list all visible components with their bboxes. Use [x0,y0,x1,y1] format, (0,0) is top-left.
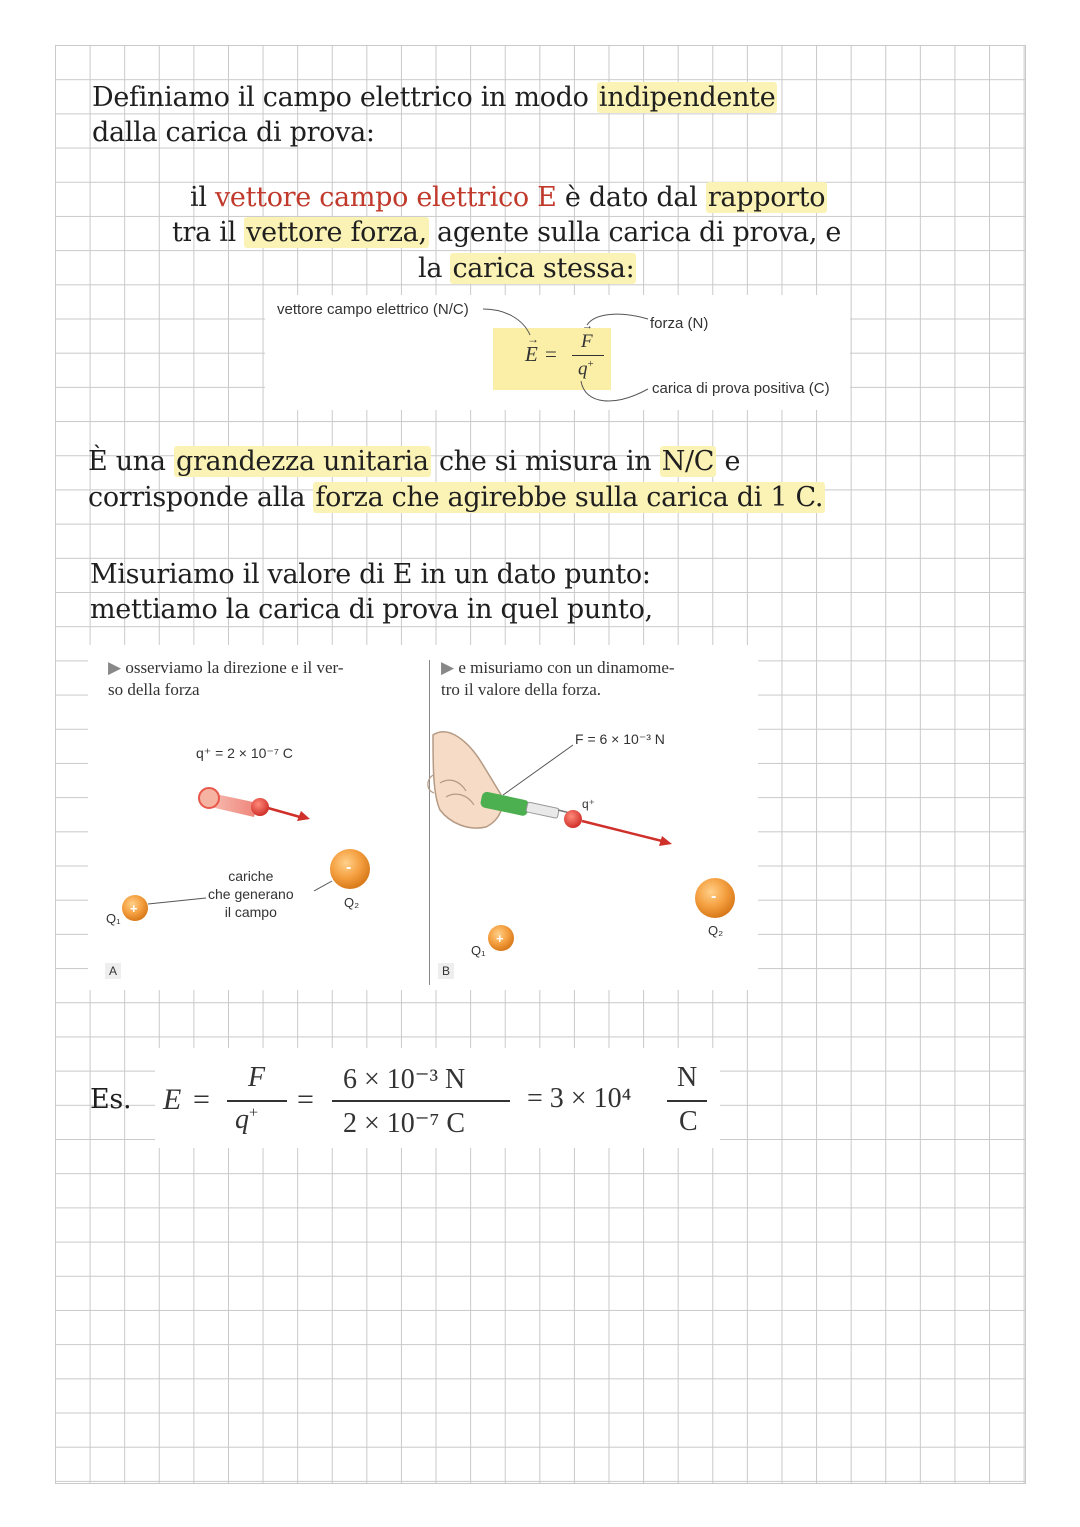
label-force-unit: forza (N) [650,315,709,332]
example-E: E [163,1083,182,1116]
force-value: F = 6 × 10⁻³ N [575,731,665,747]
field-sources-label [208,867,294,921]
panel-a-tag: A [105,963,121,979]
example-denominator: 2 × 10⁻⁷ C [343,1108,466,1139]
test-charge-motion [199,788,310,821]
term-vettore-campo: vettore campo elettrico E [214,182,557,213]
highlight-nc: N/C [661,446,715,477]
sources-line1: cariche [228,868,274,884]
vector-arrow-E: → [527,332,539,346]
q2-sign-a: - [346,859,352,876]
def-text: la [418,253,443,284]
formula-F: F [581,331,593,352]
caption-bullet-icon: ▶ [441,658,455,677]
q1-sign-a: + [130,901,138,916]
highlight-forza-1c: forza che agirebbe sulla carica di 1 C. [315,482,824,513]
definition-line-2 [172,215,841,250]
example-equals-1: = [193,1083,210,1116]
highlight-rapporto: rapporto [707,182,826,213]
caption-bullet-icon: ▶ [108,658,122,677]
example-fraction-bar-1 [227,1100,287,1102]
experiment-drawing [88,645,758,990]
formula-E-symbol: E [525,342,538,366]
experiment-figure [88,645,758,990]
example-q-symbol: q [235,1104,249,1135]
def-text: agente sulla carica di prova, e [437,217,842,248]
example-q [235,1104,258,1136]
label-charge-unit: carica di prova positiva (C) [652,380,830,397]
hand-dynamometer [428,732,672,846]
highlight-grandezza-unitaria: grandezza unitaria [175,446,429,477]
q1-sign-b: + [496,931,504,946]
definition-line-3 [418,251,636,286]
unit-line-2 [88,480,825,515]
formula-q-symbol: q [578,358,588,380]
example-fraction-bar-3 [667,1100,707,1102]
example-unit-N: N [677,1062,698,1093]
example-fraction-bar-2 [332,1100,510,1102]
measure-line-2: mettiamo la carica di prova in quel punto, [90,594,653,625]
example-numerator: 6 × 10⁻³ N [343,1064,466,1095]
example-label: Es. [90,1084,132,1115]
def-text: il [190,182,207,213]
panel-b-caption-line2: tro il valore della forza. [441,680,602,699]
highlight-carica-stessa: carica stessa: [452,253,635,284]
label-field-unit: vettore campo elettrico (N/C) [277,301,469,318]
example-unit-C: C [679,1106,698,1137]
sources-line2: che generano [208,886,294,902]
formula-q-plus: + [587,358,594,370]
formula-figure [265,295,850,410]
def-text: è dato dal [564,182,698,213]
panel-a-caption-line1: osserviamo la direzione e il ver- [125,658,344,677]
example-F: F [248,1062,266,1093]
intro-line-2: dalla carica di prova: [92,117,375,148]
q-plus-label-b: q⁺ [582,797,596,811]
vector-arrow-F: → [582,320,593,332]
panel-b-charges [488,878,735,951]
intro-text: Definiamo il campo elettrico in modo [92,82,589,113]
panel-b-tag: B [438,963,454,979]
example-result: = 3 × 10⁴ [527,1083,632,1114]
q2-label-b: Q₂ [708,923,724,938]
unit-line-1 [88,444,740,479]
example-equals-2: = [297,1083,314,1116]
unit-text: È una [88,446,166,477]
q1-label-a: Q₁ [106,911,121,926]
q2-label-a: Q₂ [344,895,360,910]
unit-text: e [724,446,741,477]
measure-line-1: Misuriamo il valore di E in un dato punto: [90,559,651,590]
intro-line-1 [92,80,777,115]
test-charge-value: q⁺ = 2 × 10⁻⁷ C [196,745,293,761]
example-q-plus: + [249,1104,259,1122]
q2-sign-b: - [711,888,717,905]
example-formula [155,1048,720,1148]
unit-text: corrisponde alla [88,482,306,513]
unit-text: che si misura in [438,446,652,477]
panel-a-caption-line2: so della forza [108,680,200,699]
q1-label-b: Q₁ [471,943,486,958]
highlight-indipendente: indipendente [598,82,776,113]
panel-b-caption-line1: e misuriamo con un dinamome- [458,658,675,677]
def-text: tra il [172,217,236,248]
sources-line3: il campo [224,904,277,920]
formula-leader-lines [265,295,850,410]
highlight-vettore-forza: vettore forza, [246,217,427,248]
formula-equals: = [545,342,557,366]
definition-line-1 [190,180,827,215]
